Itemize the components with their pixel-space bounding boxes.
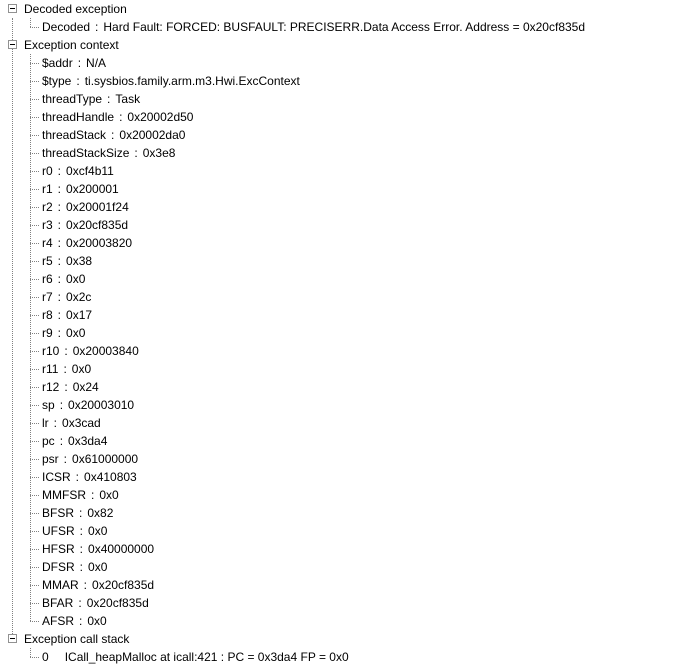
- tree-connector: [30, 459, 39, 460]
- field-separator: [49, 650, 65, 664]
- tree-leaf-text[interactable]: [42, 306, 92, 324]
- tree-connector: [30, 207, 39, 208]
- tree-connector: [30, 27, 39, 28]
- field-separator: :: [119, 110, 123, 124]
- tree-leaf-text[interactable]: [42, 468, 137, 486]
- field-name: threadHandle: [42, 110, 115, 124]
- field-name: r8: [42, 308, 53, 322]
- tree-leaf-threadhandle[interactable]: [0, 108, 680, 126]
- tree-connector: [30, 387, 39, 388]
- field-separator: :: [76, 74, 80, 88]
- field-name: r12: [42, 380, 60, 394]
- tree-leaf-text[interactable]: [42, 126, 185, 144]
- field-separator: :: [77, 56, 82, 70]
- tree-leaf-text[interactable]: [42, 252, 92, 270]
- tree-connector: [30, 495, 39, 496]
- tree-leaf-afsr[interactable]: [0, 612, 680, 630]
- tree-connector: [30, 315, 39, 316]
- tree-leaf-text[interactable]: [42, 594, 149, 612]
- field-separator: :: [59, 398, 64, 412]
- tree-leaf-psr[interactable]: [0, 450, 680, 468]
- tree-leaf-text[interactable]: [42, 360, 91, 378]
- tree-connector: [30, 369, 39, 370]
- field-separator: :: [64, 344, 68, 358]
- tree-leaf-r5[interactable]: [0, 252, 680, 270]
- tree-node-label[interactable]: Exception context: [24, 38, 119, 52]
- tree-leaf-text[interactable]: [42, 180, 119, 198]
- tree-leaf-icsr[interactable]: [0, 468, 680, 486]
- field-separator: :: [111, 128, 115, 142]
- tree-leaf-text[interactable]: [42, 198, 129, 216]
- field-separator: :: [57, 236, 62, 250]
- tree-leaf-text[interactable]: [42, 342, 139, 360]
- tree-leaf-text[interactable]: [42, 432, 107, 450]
- field-value: 0x20003010: [68, 398, 135, 412]
- tree-connector: [30, 243, 39, 244]
- tree-connector: [30, 81, 39, 82]
- field-name: ICSR: [42, 470, 71, 484]
- field-value: 0x3e8: [142, 146, 176, 160]
- tree-leaf-text[interactable]: [42, 108, 193, 126]
- tree-connector: [30, 171, 39, 172]
- tree-node-exception-call-stack[interactable]: [0, 630, 680, 648]
- field-name: psr: [42, 452, 59, 466]
- field-separator: :: [79, 560, 84, 574]
- field-value: Hard Fault: FORCED: BUSFAULT: PRECISERR.Data Access Error. Address = 0x20cf835d: [103, 20, 586, 34]
- tree-leaf-r10[interactable]: [0, 342, 680, 360]
- tree-leaf-text[interactable]: [42, 612, 107, 630]
- tree-connector: [30, 513, 39, 514]
- tree-leaf-text[interactable]: [42, 90, 140, 108]
- field-value: 0x38: [66, 254, 93, 268]
- tree-leaf-text[interactable]: [42, 162, 114, 180]
- tree-leaf-dfsr[interactable]: [0, 558, 680, 576]
- field-separator: :: [79, 506, 83, 520]
- field-separator: :: [57, 182, 62, 196]
- field-name: AFSR: [42, 614, 75, 628]
- tree-leaf-mmfsr[interactable]: [0, 486, 680, 504]
- field-name: threadStack: [42, 128, 107, 142]
- field-value: 0x20001f24: [66, 200, 129, 214]
- tree-leaf-text[interactable]: [42, 504, 113, 522]
- field-value: 0x3cad: [62, 416, 101, 430]
- tree-connector: [30, 657, 39, 658]
- field-name: r4: [42, 236, 53, 250]
- tree-connector: [30, 135, 39, 136]
- tree-leaf-r11[interactable]: [0, 360, 680, 378]
- collapse-toggle-icon[interactable]: [8, 634, 17, 643]
- tree-leaf-text[interactable]: [42, 18, 585, 36]
- field-name: UFSR: [42, 524, 75, 538]
- field-value: 0xcf4b11: [66, 164, 114, 178]
- collapse-toggle-icon[interactable]: [8, 4, 17, 13]
- field-name: r2: [42, 200, 53, 214]
- tree-leaf-threadstacksize[interactable]: [0, 144, 680, 162]
- field-value: 0x0: [88, 560, 108, 574]
- tree-leaf-pc[interactable]: [0, 432, 680, 450]
- field-name: r1: [42, 182, 53, 196]
- field-name: $type: [42, 74, 72, 88]
- field-name: r7: [42, 290, 53, 304]
- field-name: r10: [42, 344, 60, 358]
- tree-node-decoded-exception[interactable]: [0, 0, 680, 18]
- field-value: 0x82: [87, 506, 114, 520]
- tree-leaf-r4[interactable]: [0, 234, 680, 252]
- field-name: 0: [42, 650, 49, 664]
- tree-leaf-r1[interactable]: [0, 180, 680, 198]
- field-name: DFSR: [42, 560, 75, 574]
- field-separator: :: [95, 20, 99, 34]
- tree-leaf-text[interactable]: [42, 486, 119, 504]
- tree-connector: [30, 423, 39, 424]
- field-separator: :: [63, 362, 67, 376]
- tree-leaf-text[interactable]: [42, 216, 128, 234]
- tree-leaf-r0[interactable]: [0, 162, 680, 180]
- tree-leaf-r9[interactable]: [0, 324, 680, 342]
- tree-leaf-text[interactable]: [42, 270, 85, 288]
- field-separator: :: [134, 146, 138, 160]
- field-value: 0x0: [99, 488, 119, 502]
- tree-leaf-r8[interactable]: [0, 306, 680, 324]
- field-value: 0x410803: [84, 470, 137, 484]
- tree-leaf-bfsr[interactable]: [0, 504, 680, 522]
- field-name: lr: [42, 416, 49, 430]
- tree-leaf-text[interactable]: [42, 450, 138, 468]
- field-value: 0x0: [66, 272, 86, 286]
- tree-leaf-text[interactable]: [42, 72, 300, 90]
- field-separator: :: [63, 452, 68, 466]
- tree-leaf-r6[interactable]: [0, 270, 680, 288]
- field-name: Decoded: [42, 20, 91, 34]
- tree-leaf-text[interactable]: [42, 54, 106, 72]
- tree-connector: [30, 279, 39, 280]
- field-value: 0x3da4: [68, 434, 108, 448]
- tree-leaf-text[interactable]: [42, 540, 154, 558]
- field-value: 0x2c: [66, 290, 92, 304]
- field-value: 0x20003820: [66, 236, 133, 250]
- field-separator: :: [79, 614, 83, 628]
- field-separator: :: [57, 308, 62, 322]
- tree-leaf-text[interactable]: [42, 414, 101, 432]
- field-name: BFAR: [42, 596, 74, 610]
- field-separator: :: [83, 578, 88, 592]
- tree-leaf-sp[interactable]: [0, 396, 680, 414]
- field-value: 0x20003840: [72, 344, 139, 358]
- tree-leaf-mmar[interactable]: [0, 576, 680, 594]
- field-name: BFSR: [42, 506, 75, 520]
- tree-connector: [30, 585, 39, 586]
- tree-connector: [30, 99, 39, 100]
- field-separator: :: [57, 254, 62, 268]
- field-separator: :: [57, 272, 62, 286]
- tree-connector: [30, 153, 39, 154]
- field-value: Task: [115, 92, 141, 106]
- tree-leaf-text[interactable]: [42, 324, 85, 342]
- tree-leaf-text[interactable]: [42, 396, 134, 414]
- tree-leaf-r2[interactable]: [0, 198, 680, 216]
- tree-connector: [30, 189, 39, 190]
- tree-connector: [30, 18, 31, 27]
- tree-leaf-text[interactable]: [42, 288, 91, 306]
- field-value: 0x40000000: [88, 542, 155, 556]
- field-separator: :: [78, 596, 82, 610]
- tree-node-label[interactable]: Decoded exception: [24, 2, 127, 16]
- field-name: r11: [42, 362, 59, 376]
- tree-connector: [30, 54, 31, 621]
- field-value: 0x20002d50: [127, 110, 194, 124]
- tree-leaf-text[interactable]: [42, 234, 132, 252]
- tree-node-label[interactable]: Exception call stack: [24, 632, 130, 646]
- field-name: $addr: [42, 56, 73, 70]
- stack-frame-item[interactable]: [0, 648, 680, 666]
- tree-connector: [30, 648, 31, 657]
- tree-leaf-decoded[interactable]: [0, 18, 680, 36]
- tree-connector: [30, 63, 39, 64]
- field-value: ti.sysbios.family.arm.m3.Hwi.ExcContext: [84, 74, 300, 88]
- field-separator: :: [79, 524, 84, 538]
- tree-leaf-threadstack[interactable]: [0, 126, 680, 144]
- field-name: pc: [42, 434, 55, 448]
- field-value: ICall_heapMalloc at icall:421 : PC = 0x3da4 FP = 0x0: [64, 650, 349, 664]
- field-value: 0x20cf835d: [86, 596, 149, 610]
- field-value: 0x17: [66, 308, 93, 322]
- field-separator: :: [79, 542, 84, 556]
- field-separator: :: [59, 434, 64, 448]
- field-value: 0x0: [88, 524, 108, 538]
- field-separator: :: [57, 218, 62, 232]
- tree-connector: [30, 333, 39, 334]
- field-name: r3: [42, 218, 53, 232]
- field-separator: :: [57, 326, 62, 340]
- field-separator: :: [91, 488, 95, 502]
- tree-connector: [30, 603, 39, 604]
- field-name: MMAR: [42, 578, 79, 592]
- tree-connector: [30, 549, 39, 550]
- field-value: 0x24: [72, 380, 99, 394]
- tree-connector: [30, 477, 39, 478]
- tree-connector: [30, 567, 39, 568]
- field-value: 0x0: [66, 326, 86, 340]
- tree-connector: [30, 225, 39, 226]
- field-name: r9: [42, 326, 53, 340]
- tree-connector: [30, 351, 39, 352]
- field-separator: :: [107, 92, 111, 106]
- tree-connector: [30, 405, 39, 406]
- field-separator: :: [75, 470, 80, 484]
- field-separator: :: [53, 416, 58, 430]
- field-name: threadType: [42, 92, 103, 106]
- tree-leaf-r12[interactable]: [0, 378, 680, 396]
- tree-leaf-text[interactable]: [42, 378, 99, 396]
- collapse-toggle-icon[interactable]: [8, 40, 17, 49]
- tree-leaf-text[interactable]: [42, 576, 154, 594]
- field-value: 0x20002da0: [119, 128, 186, 142]
- field-name: threadStackSize: [42, 146, 130, 160]
- tree-leaf-r7[interactable]: [0, 288, 680, 306]
- tree-connector: [30, 261, 39, 262]
- tree-leaf-text[interactable]: [42, 648, 349, 666]
- field-value: 0x0: [87, 614, 107, 628]
- tree-leaf-ufsr[interactable]: [0, 522, 680, 540]
- field-separator: :: [64, 380, 68, 394]
- tree-connector: [30, 621, 39, 622]
- tree-leaf-addr[interactable]: [0, 54, 680, 72]
- field-value: 0x200001: [66, 182, 119, 196]
- tree-leaf-text[interactable]: [42, 144, 175, 162]
- tree-leaf-text[interactable]: [42, 558, 107, 576]
- tree-leaf-r3[interactable]: [0, 216, 680, 234]
- field-value: N/A: [86, 56, 107, 70]
- field-separator: :: [57, 200, 62, 214]
- tree-leaf-text[interactable]: [42, 522, 107, 540]
- field-name: MMFSR: [42, 488, 86, 502]
- field-name: r0: [42, 164, 53, 178]
- field-separator: :: [57, 290, 62, 304]
- tree-leaf-type[interactable]: [0, 72, 680, 90]
- tree-connector: [30, 117, 39, 118]
- tree-node-exception-context[interactable]: [0, 36, 680, 54]
- field-name: r5: [42, 254, 53, 268]
- field-name: HFSR: [42, 542, 75, 556]
- tree-leaf-hfsr[interactable]: [0, 540, 680, 558]
- field-value: 0x20cf835d: [66, 218, 129, 232]
- field-value: 0x61000000: [72, 452, 139, 466]
- tree-connector: [30, 441, 39, 442]
- field-name: r6: [42, 272, 53, 286]
- tree-leaf-lr[interactable]: [0, 414, 680, 432]
- field-name: sp: [42, 398, 55, 412]
- tree-connector: [30, 531, 39, 532]
- tree-leaf-bfar[interactable]: [0, 594, 680, 612]
- tree-leaf-threadtype[interactable]: [0, 90, 680, 108]
- field-separator: :: [57, 164, 62, 178]
- tree-connector: [30, 297, 39, 298]
- field-value: 0x0: [71, 362, 92, 376]
- field-value: 0x20cf835d: [92, 578, 155, 592]
